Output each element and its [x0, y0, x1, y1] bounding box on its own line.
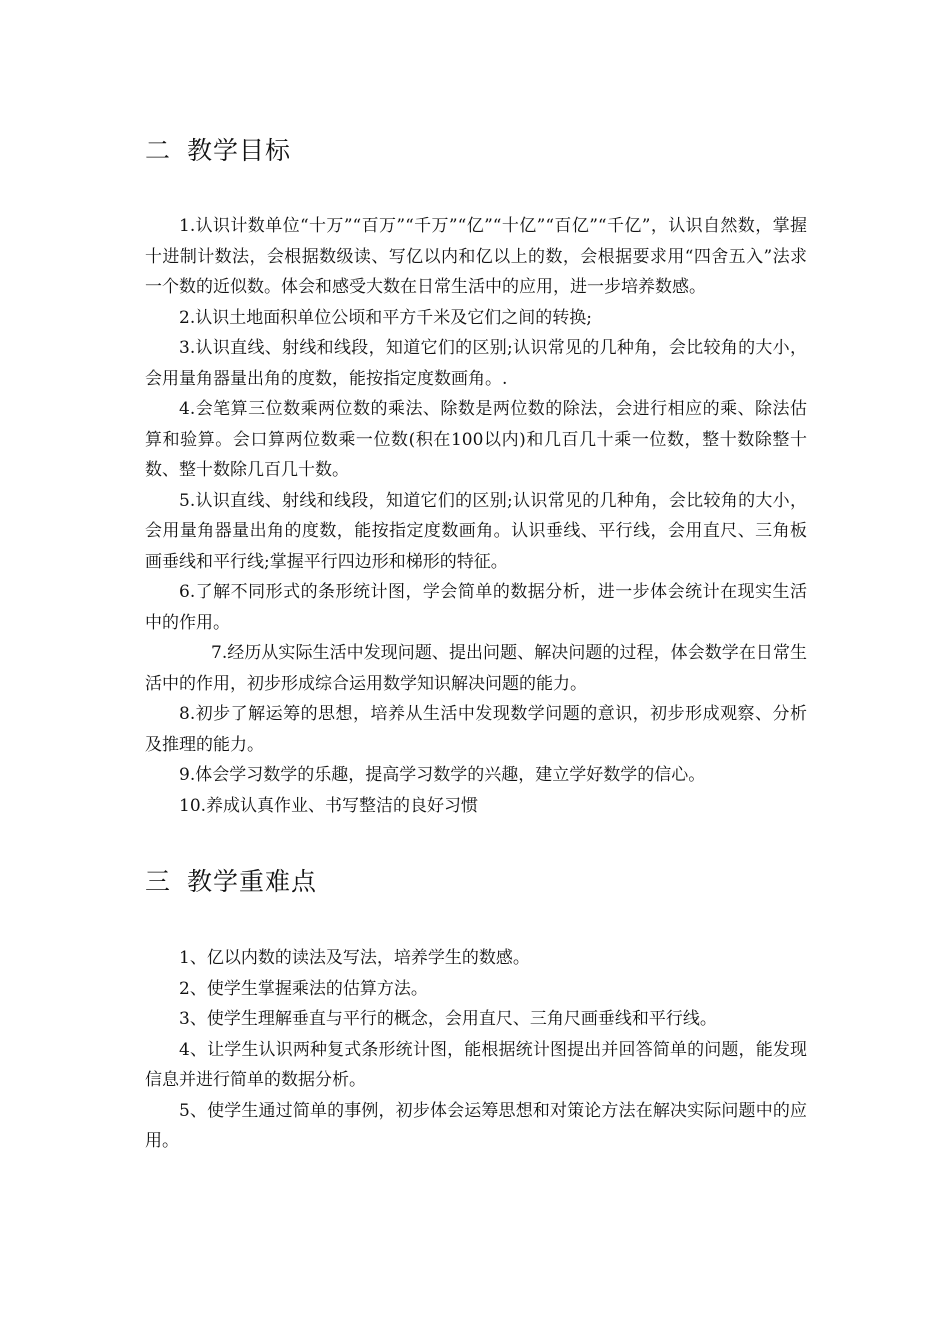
key-points-list — [145, 943, 807, 1157]
key-point-item-5: 5、使学生通过简单的事例，初步体会运筹思想和对策论方法在解决实际问题中的应用。 — [145, 1100, 807, 1151]
goal-item-10: 10.养成认真作业、书写整洁的良好习惯 — [179, 795, 479, 816]
goal-item-1: 1.认识计数单位“十万”“百万”“千万”“亿”“十亿”“百亿”“千亿”，认识自然数，掌握十进制计数法，会根据数级读、写亿以内和亿以上的数，会根据要求用“四舍五入”法求一个数的近似数。体会和感受大数在日常生活中的应用，进一步培养数感。 — [145, 216, 807, 297]
key-point-item-2: 2、使学生掌握乘法的估算方法。 — [179, 978, 428, 999]
goal-item-9: 9.体会学习数学的乐趣，提高学习数学的兴趣，建立学好数学的信心。 — [179, 765, 706, 785]
goals-list — [145, 211, 807, 821]
key-point-item-3: 3、使学生理解垂直与平行的概念，会用直尺、三角尺画垂线和平行线。 — [179, 1009, 717, 1029]
section-heading: 教学目标 — [187, 136, 292, 165]
goal-item-6: 6.了解不同形式的条形统计图，学会简单的数据分析，进一步体会统计在现实生活中的作用。 — [145, 582, 807, 633]
section-title-goals — [145, 131, 291, 167]
goal-item-5: 5.认识直线、射线和线段，知道它们的区别;认识常见的几种角，会比较角的大小，会用量角器量出角的度数，能按指定度数画角。认识垂线、平行线，会用直尺、三角板画垂线和平行线;掌握平行四边形和梯形的特征。 — [145, 490, 807, 572]
section-title-key-points — [145, 862, 317, 898]
goal-item-3: 3.认识直线、射线和线段，知道它们的区别;认识常见的几种角，会比较角的大小，会用量角器量出角的度数，能按指定度数画角。. — [145, 338, 807, 389]
goal-item-7: 7.经历从实际生活中发现问题、提出问题、解决问题的过程，体会数学在日常生活中的作用，初步形成综合运用数学知识解决问题的能力。 — [145, 643, 807, 694]
goal-item-8: 8.初步了解运筹的思想，培养从生活中发现数学问题的意识，初步形成观察、分析及推理的能力。 — [145, 704, 807, 755]
section-heading: 教学重难点 — [187, 867, 318, 896]
section-number: 二 — [145, 136, 172, 165]
section-number: 三 — [145, 867, 172, 896]
key-point-item-1: 1、亿以内数的读法及写法，培养学生的数感。 — [179, 948, 530, 968]
goal-item-4: 4.会笔算三位数乘两位数的乘法、除数是两位数的除法，会进行相应的乘、除法估算和验算。会口算两位数乘一位数(积在100以内)和几百几十乘一位数，整十数除整十数、整十数除几百几十数。 — [145, 399, 807, 480]
goal-item-2: 2.认识土地面积单位公顷和平方千米及它们之间的转换; — [179, 307, 592, 328]
key-point-item-4: 4、让学生认识两种复式条形统计图，能根据统计图提出并回答简单的问题，能发现信息并进行简单的数据分析。 — [145, 1039, 807, 1090]
